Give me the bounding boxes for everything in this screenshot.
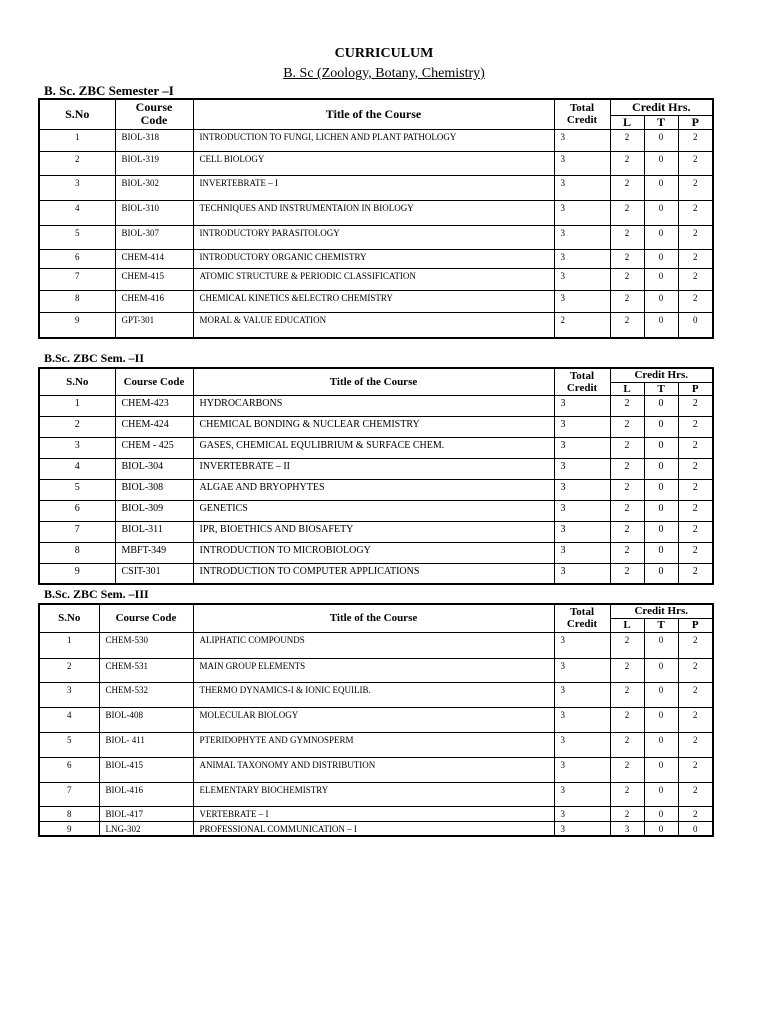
cell-total-credit: 3 xyxy=(554,225,610,249)
table-row xyxy=(39,129,713,151)
cell-course-title: INTRODUCTORY PARASITOLOGY xyxy=(193,225,554,249)
cell-course-code: BIOL-319 xyxy=(115,151,193,175)
cell-course-code: CHEM-414 xyxy=(115,249,193,268)
cell-course-title: MOLECULAR BIOLOGY xyxy=(193,707,554,732)
cell-total-credit: 3 xyxy=(554,682,610,707)
col-p-header: P xyxy=(678,382,713,395)
table-row xyxy=(39,500,713,521)
cell-tutorial-hrs: 0 xyxy=(644,479,678,500)
cell-lecture-hrs: 2 xyxy=(610,782,644,806)
cell-sno: 4 xyxy=(39,707,99,732)
cell-practical-hrs: 0 xyxy=(678,821,713,836)
cell-practical-hrs: 2 xyxy=(678,757,713,782)
cell-practical-hrs: 2 xyxy=(678,658,713,682)
semester-3-heading: B.Sc. ZBC Sem. –III xyxy=(44,587,149,601)
cell-sno: 4 xyxy=(39,200,115,225)
cell-course-title: IPR, BIOETHICS AND BIOSAFETY xyxy=(193,521,554,542)
cell-practical-hrs: 2 xyxy=(678,707,713,732)
cell-practical-hrs: 2 xyxy=(678,458,713,479)
cell-practical-hrs: 2 xyxy=(678,395,713,416)
table-row xyxy=(39,782,713,806)
col-l-header: L xyxy=(610,115,644,129)
col-t-header: T xyxy=(644,382,678,395)
cell-lecture-hrs: 2 xyxy=(610,732,644,757)
cell-course-title: ELEMENTARY BIOCHEMISTRY xyxy=(193,782,554,806)
cell-sno: 6 xyxy=(39,249,115,268)
cell-lecture-hrs: 2 xyxy=(610,416,644,437)
cell-sno: 7 xyxy=(39,782,99,806)
col-title-header: Title of the Course xyxy=(193,604,554,632)
cell-sno: 3 xyxy=(39,175,115,200)
cell-tutorial-hrs: 0 xyxy=(644,521,678,542)
cell-course-code: GPT-301 xyxy=(115,312,193,338)
cell-lecture-hrs: 2 xyxy=(610,632,644,658)
cell-sno: 1 xyxy=(39,129,115,151)
col-credit-hrs-header: Credit Hrs. xyxy=(610,604,713,618)
cell-course-title: INVERTEBRATE – II xyxy=(193,458,554,479)
cell-tutorial-hrs: 0 xyxy=(644,312,678,338)
cell-course-title: CELL BIOLOGY xyxy=(193,151,554,175)
cell-practical-hrs: 2 xyxy=(678,521,713,542)
cell-course-title: VERTEBRATE – I xyxy=(193,806,554,821)
table-row xyxy=(39,458,713,479)
cell-total-credit: 2 xyxy=(554,312,610,338)
cell-tutorial-hrs: 0 xyxy=(644,821,678,836)
cell-total-credit: 3 xyxy=(554,521,610,542)
cell-lecture-hrs: 2 xyxy=(610,707,644,732)
cell-lecture-hrs: 2 xyxy=(610,437,644,458)
cell-course-code: BIOL-304 xyxy=(115,458,193,479)
cell-course-code: BIOL-416 xyxy=(99,782,193,806)
table-row xyxy=(39,312,713,338)
table-row xyxy=(39,479,713,500)
cell-course-title: PROFESSIONAL COMMUNICATION – I xyxy=(193,821,554,836)
col-l-header: L xyxy=(610,618,644,632)
col-credit-hrs-header: Credit Hrs. xyxy=(610,368,713,382)
cell-practical-hrs: 2 xyxy=(678,200,713,225)
cell-sno: 9 xyxy=(39,563,115,584)
cell-practical-hrs: 0 xyxy=(678,312,713,338)
cell-practical-hrs: 2 xyxy=(678,682,713,707)
cell-total-credit: 3 xyxy=(554,658,610,682)
cell-total-credit: 3 xyxy=(554,268,610,290)
cell-lecture-hrs: 2 xyxy=(610,757,644,782)
cell-course-title: INTRODUCTION TO MICROBIOLOGY xyxy=(193,542,554,563)
semester-3-table xyxy=(38,603,714,837)
cell-lecture-hrs: 2 xyxy=(610,658,644,682)
cell-total-credit: 3 xyxy=(554,129,610,151)
cell-course-title: MAIN GROUP ELEMENTS xyxy=(193,658,554,682)
table-row xyxy=(39,806,713,821)
cell-course-code: BIOL-310 xyxy=(115,200,193,225)
cell-course-title: GENETICS xyxy=(193,500,554,521)
cell-sno: 1 xyxy=(39,632,99,658)
cell-tutorial-hrs: 0 xyxy=(644,129,678,151)
cell-course-title: GASES, CHEMICAL EQULIBRIUM & SURFACE CHEM. xyxy=(193,437,554,458)
table-row xyxy=(39,395,713,416)
table-row xyxy=(39,658,713,682)
semester-2-table xyxy=(38,367,714,585)
cell-practical-hrs: 2 xyxy=(678,732,713,757)
cell-tutorial-hrs: 0 xyxy=(644,225,678,249)
cell-course-code: MBFT-349 xyxy=(115,542,193,563)
cell-lecture-hrs: 2 xyxy=(610,682,644,707)
col-t-header: T xyxy=(644,115,678,129)
cell-tutorial-hrs: 0 xyxy=(644,458,678,479)
table-row xyxy=(39,757,713,782)
table-row xyxy=(39,268,713,290)
cell-tutorial-hrs: 0 xyxy=(644,632,678,658)
table-row xyxy=(39,225,713,249)
cell-lecture-hrs: 2 xyxy=(610,500,644,521)
cell-lecture-hrs: 2 xyxy=(610,542,644,563)
cell-sno: 3 xyxy=(39,682,99,707)
cell-course-code: CHEM-531 xyxy=(99,658,193,682)
col-p-header: P xyxy=(678,115,713,129)
cell-course-code: CHEM-532 xyxy=(99,682,193,707)
cell-tutorial-hrs: 0 xyxy=(644,268,678,290)
cell-sno: 6 xyxy=(39,757,99,782)
semester-1-table xyxy=(38,98,714,339)
cell-total-credit: 3 xyxy=(554,806,610,821)
cell-course-title: ALGAE AND BRYOPHYTES xyxy=(193,479,554,500)
cell-practical-hrs: 2 xyxy=(678,249,713,268)
cell-total-credit: 3 xyxy=(554,500,610,521)
cell-course-title: CHEMICAL BONDING & NUCLEAR CHEMISTRY xyxy=(193,416,554,437)
cell-tutorial-hrs: 0 xyxy=(644,707,678,732)
cell-course-code: CHEM-424 xyxy=(115,416,193,437)
col-sno-header: S.No xyxy=(39,604,99,632)
col-l-header: L xyxy=(610,382,644,395)
cell-total-credit: 3 xyxy=(554,707,610,732)
cell-total-credit: 3 xyxy=(554,395,610,416)
cell-lecture-hrs: 2 xyxy=(610,479,644,500)
cell-course-code: BIOL-308 xyxy=(115,479,193,500)
cell-practical-hrs: 2 xyxy=(678,563,713,584)
cell-course-code: CHEM-423 xyxy=(115,395,193,416)
col-total-credit-header: Total Credit xyxy=(554,604,610,632)
document-subtitle: B. Sc (Zoology, Botany, Chemistry) xyxy=(283,66,485,81)
cell-practical-hrs: 2 xyxy=(678,479,713,500)
cell-sno: 4 xyxy=(39,458,115,479)
cell-tutorial-hrs: 0 xyxy=(644,542,678,563)
cell-tutorial-hrs: 0 xyxy=(644,200,678,225)
cell-lecture-hrs: 3 xyxy=(610,821,644,836)
col-title-header: Title of the Course xyxy=(193,368,554,395)
semester-2-heading: B.Sc. ZBC Sem. –II xyxy=(44,351,145,365)
cell-course-title: ALIPHATIC COMPOUNDS xyxy=(193,632,554,658)
cell-lecture-hrs: 2 xyxy=(610,806,644,821)
cell-course-title: INTRODUCTION TO COMPUTER APPLICATIONS xyxy=(193,563,554,584)
cell-course-title: PTERIDOPHYTE AND GYMNOSPERM xyxy=(193,732,554,757)
cell-total-credit: 3 xyxy=(554,632,610,658)
cell-tutorial-hrs: 0 xyxy=(644,806,678,821)
cell-total-credit: 3 xyxy=(554,782,610,806)
cell-practical-hrs: 2 xyxy=(678,129,713,151)
cell-practical-hrs: 2 xyxy=(678,225,713,249)
cell-sno: 8 xyxy=(39,806,99,821)
semester-1-heading: B. Sc. ZBC Semester –I xyxy=(44,83,174,98)
table-row xyxy=(39,682,713,707)
cell-course-code: CHEM-416 xyxy=(115,290,193,312)
cell-practical-hrs: 2 xyxy=(678,290,713,312)
cell-sno: 2 xyxy=(39,151,115,175)
col-sno-header: S.No xyxy=(39,99,115,129)
cell-lecture-hrs: 2 xyxy=(610,129,644,151)
cell-course-code: BIOL-318 xyxy=(115,129,193,151)
cell-lecture-hrs: 2 xyxy=(610,249,644,268)
cell-course-title: INVERTEBRATE – I xyxy=(193,175,554,200)
cell-course-code: LNG-302 xyxy=(99,821,193,836)
cell-practical-hrs: 2 xyxy=(678,175,713,200)
cell-lecture-hrs: 2 xyxy=(610,268,644,290)
cell-sno: 8 xyxy=(39,290,115,312)
cell-sno: 6 xyxy=(39,500,115,521)
cell-lecture-hrs: 2 xyxy=(610,395,644,416)
cell-lecture-hrs: 2 xyxy=(610,175,644,200)
cell-lecture-hrs: 2 xyxy=(610,521,644,542)
table-row xyxy=(39,249,713,268)
cell-lecture-hrs: 2 xyxy=(610,563,644,584)
cell-tutorial-hrs: 0 xyxy=(644,151,678,175)
col-sno-header: S.No xyxy=(39,368,115,395)
table-row xyxy=(39,175,713,200)
cell-sno: 1 xyxy=(39,395,115,416)
cell-sno: 2 xyxy=(39,416,115,437)
cell-course-code: BIOL-309 xyxy=(115,500,193,521)
cell-tutorial-hrs: 0 xyxy=(644,658,678,682)
cell-practical-hrs: 2 xyxy=(678,416,713,437)
cell-tutorial-hrs: 0 xyxy=(644,437,678,458)
cell-tutorial-hrs: 0 xyxy=(644,682,678,707)
cell-sno: 7 xyxy=(39,521,115,542)
table-row xyxy=(39,542,713,563)
table-row xyxy=(39,632,713,658)
col-p-header: P xyxy=(678,618,713,632)
cell-tutorial-hrs: 0 xyxy=(644,175,678,200)
cell-course-title: CHEMICAL KINETICS &ELECTRO CHEMISTRY xyxy=(193,290,554,312)
col-credit-hrs-header: Credit Hrs. xyxy=(610,99,713,115)
cell-course-title: ATOMIC STRUCTURE & PERIODIC CLASSIFICATION xyxy=(193,268,554,290)
table-row xyxy=(39,563,713,584)
cell-course-title: THERMO DYNAMICS-I & IONIC EQUILIB. xyxy=(193,682,554,707)
cell-course-title: HYDROCARBONS xyxy=(193,395,554,416)
cell-lecture-hrs: 2 xyxy=(610,225,644,249)
table-row xyxy=(39,821,713,836)
cell-course-title: TECHNIQUES AND INSTRUMENTAION IN BIOLOGY xyxy=(193,200,554,225)
col-course-code-header: Course Code xyxy=(115,368,193,395)
cell-sno: 5 xyxy=(39,732,99,757)
cell-practical-hrs: 2 xyxy=(678,806,713,821)
cell-sno: 2 xyxy=(39,658,99,682)
cell-total-credit: 3 xyxy=(554,200,610,225)
cell-total-credit: 3 xyxy=(554,757,610,782)
cell-practical-hrs: 2 xyxy=(678,437,713,458)
cell-total-credit: 3 xyxy=(554,175,610,200)
cell-tutorial-hrs: 0 xyxy=(644,395,678,416)
cell-total-credit: 3 xyxy=(554,732,610,757)
cell-tutorial-hrs: 0 xyxy=(644,416,678,437)
cell-total-credit: 3 xyxy=(554,542,610,563)
cell-sno: 9 xyxy=(39,821,99,836)
cell-practical-hrs: 2 xyxy=(678,632,713,658)
table-row xyxy=(39,416,713,437)
cell-sno: 7 xyxy=(39,268,115,290)
cell-course-title: INTRODUCTORY ORGANIC CHEMISTRY xyxy=(193,249,554,268)
cell-practical-hrs: 2 xyxy=(678,500,713,521)
cell-practical-hrs: 2 xyxy=(678,782,713,806)
cell-course-code: BIOL-311 xyxy=(115,521,193,542)
cell-course-code: CHEM-415 xyxy=(115,268,193,290)
cell-course-code: CHEM - 425 xyxy=(115,437,193,458)
cell-total-credit: 3 xyxy=(554,458,610,479)
col-title-header: Title of the Course xyxy=(193,99,554,129)
table-row xyxy=(39,290,713,312)
cell-tutorial-hrs: 0 xyxy=(644,290,678,312)
cell-total-credit: 3 xyxy=(554,437,610,458)
cell-course-code: CSIT-301 xyxy=(115,563,193,584)
table-row xyxy=(39,151,713,175)
cell-lecture-hrs: 2 xyxy=(610,458,644,479)
cell-total-credit: 3 xyxy=(554,821,610,836)
cell-course-title: MORAL & VALUE EDUCATION xyxy=(193,312,554,338)
cell-lecture-hrs: 2 xyxy=(610,151,644,175)
cell-sno: 5 xyxy=(39,479,115,500)
cell-practical-hrs: 2 xyxy=(678,542,713,563)
cell-total-credit: 3 xyxy=(554,249,610,268)
cell-course-code: BIOL-408 xyxy=(99,707,193,732)
cell-sno: 5 xyxy=(39,225,115,249)
cell-course-code: BIOL-302 xyxy=(115,175,193,200)
document-title: CURRICULUM xyxy=(334,46,434,61)
table-row xyxy=(39,707,713,732)
table-row xyxy=(39,437,713,458)
cell-practical-hrs: 2 xyxy=(678,151,713,175)
col-t-header: T xyxy=(644,618,678,632)
cell-course-code: BIOL-417 xyxy=(99,806,193,821)
cell-lecture-hrs: 2 xyxy=(610,200,644,225)
cell-tutorial-hrs: 0 xyxy=(644,249,678,268)
cell-practical-hrs: 2 xyxy=(678,268,713,290)
cell-tutorial-hrs: 0 xyxy=(644,500,678,521)
cell-course-title: ANIMAL TAXONOMY AND DISTRIBUTION xyxy=(193,757,554,782)
cell-total-credit: 3 xyxy=(554,563,610,584)
cell-course-code: BIOL- 411 xyxy=(99,732,193,757)
col-total-credit-header: Total Credit xyxy=(554,368,610,395)
cell-course-code: BIOL-415 xyxy=(99,757,193,782)
cell-total-credit: 3 xyxy=(554,290,610,312)
cell-course-code: CHEM-530 xyxy=(99,632,193,658)
cell-lecture-hrs: 2 xyxy=(610,290,644,312)
cell-tutorial-hrs: 0 xyxy=(644,732,678,757)
table-row xyxy=(39,521,713,542)
cell-tutorial-hrs: 0 xyxy=(644,757,678,782)
col-total-credit-header: Total Credit xyxy=(554,99,610,129)
cell-sno: 3 xyxy=(39,437,115,458)
cell-tutorial-hrs: 0 xyxy=(644,563,678,584)
cell-sno: 9 xyxy=(39,312,115,338)
cell-lecture-hrs: 2 xyxy=(610,312,644,338)
cell-total-credit: 3 xyxy=(554,479,610,500)
cell-total-credit: 3 xyxy=(554,151,610,175)
table-row xyxy=(39,732,713,757)
col-course-code-header: Course Code xyxy=(99,604,193,632)
cell-course-title: INTRODUCTION TO FUNGI, LICHEN AND PLANT PATHOLOGY xyxy=(193,129,554,151)
cell-sno: 8 xyxy=(39,542,115,563)
cell-tutorial-hrs: 0 xyxy=(644,782,678,806)
cell-course-code: BIOL-307 xyxy=(115,225,193,249)
cell-total-credit: 3 xyxy=(554,416,610,437)
col-course-code-header: Course Code xyxy=(115,99,193,129)
table-row xyxy=(39,200,713,225)
